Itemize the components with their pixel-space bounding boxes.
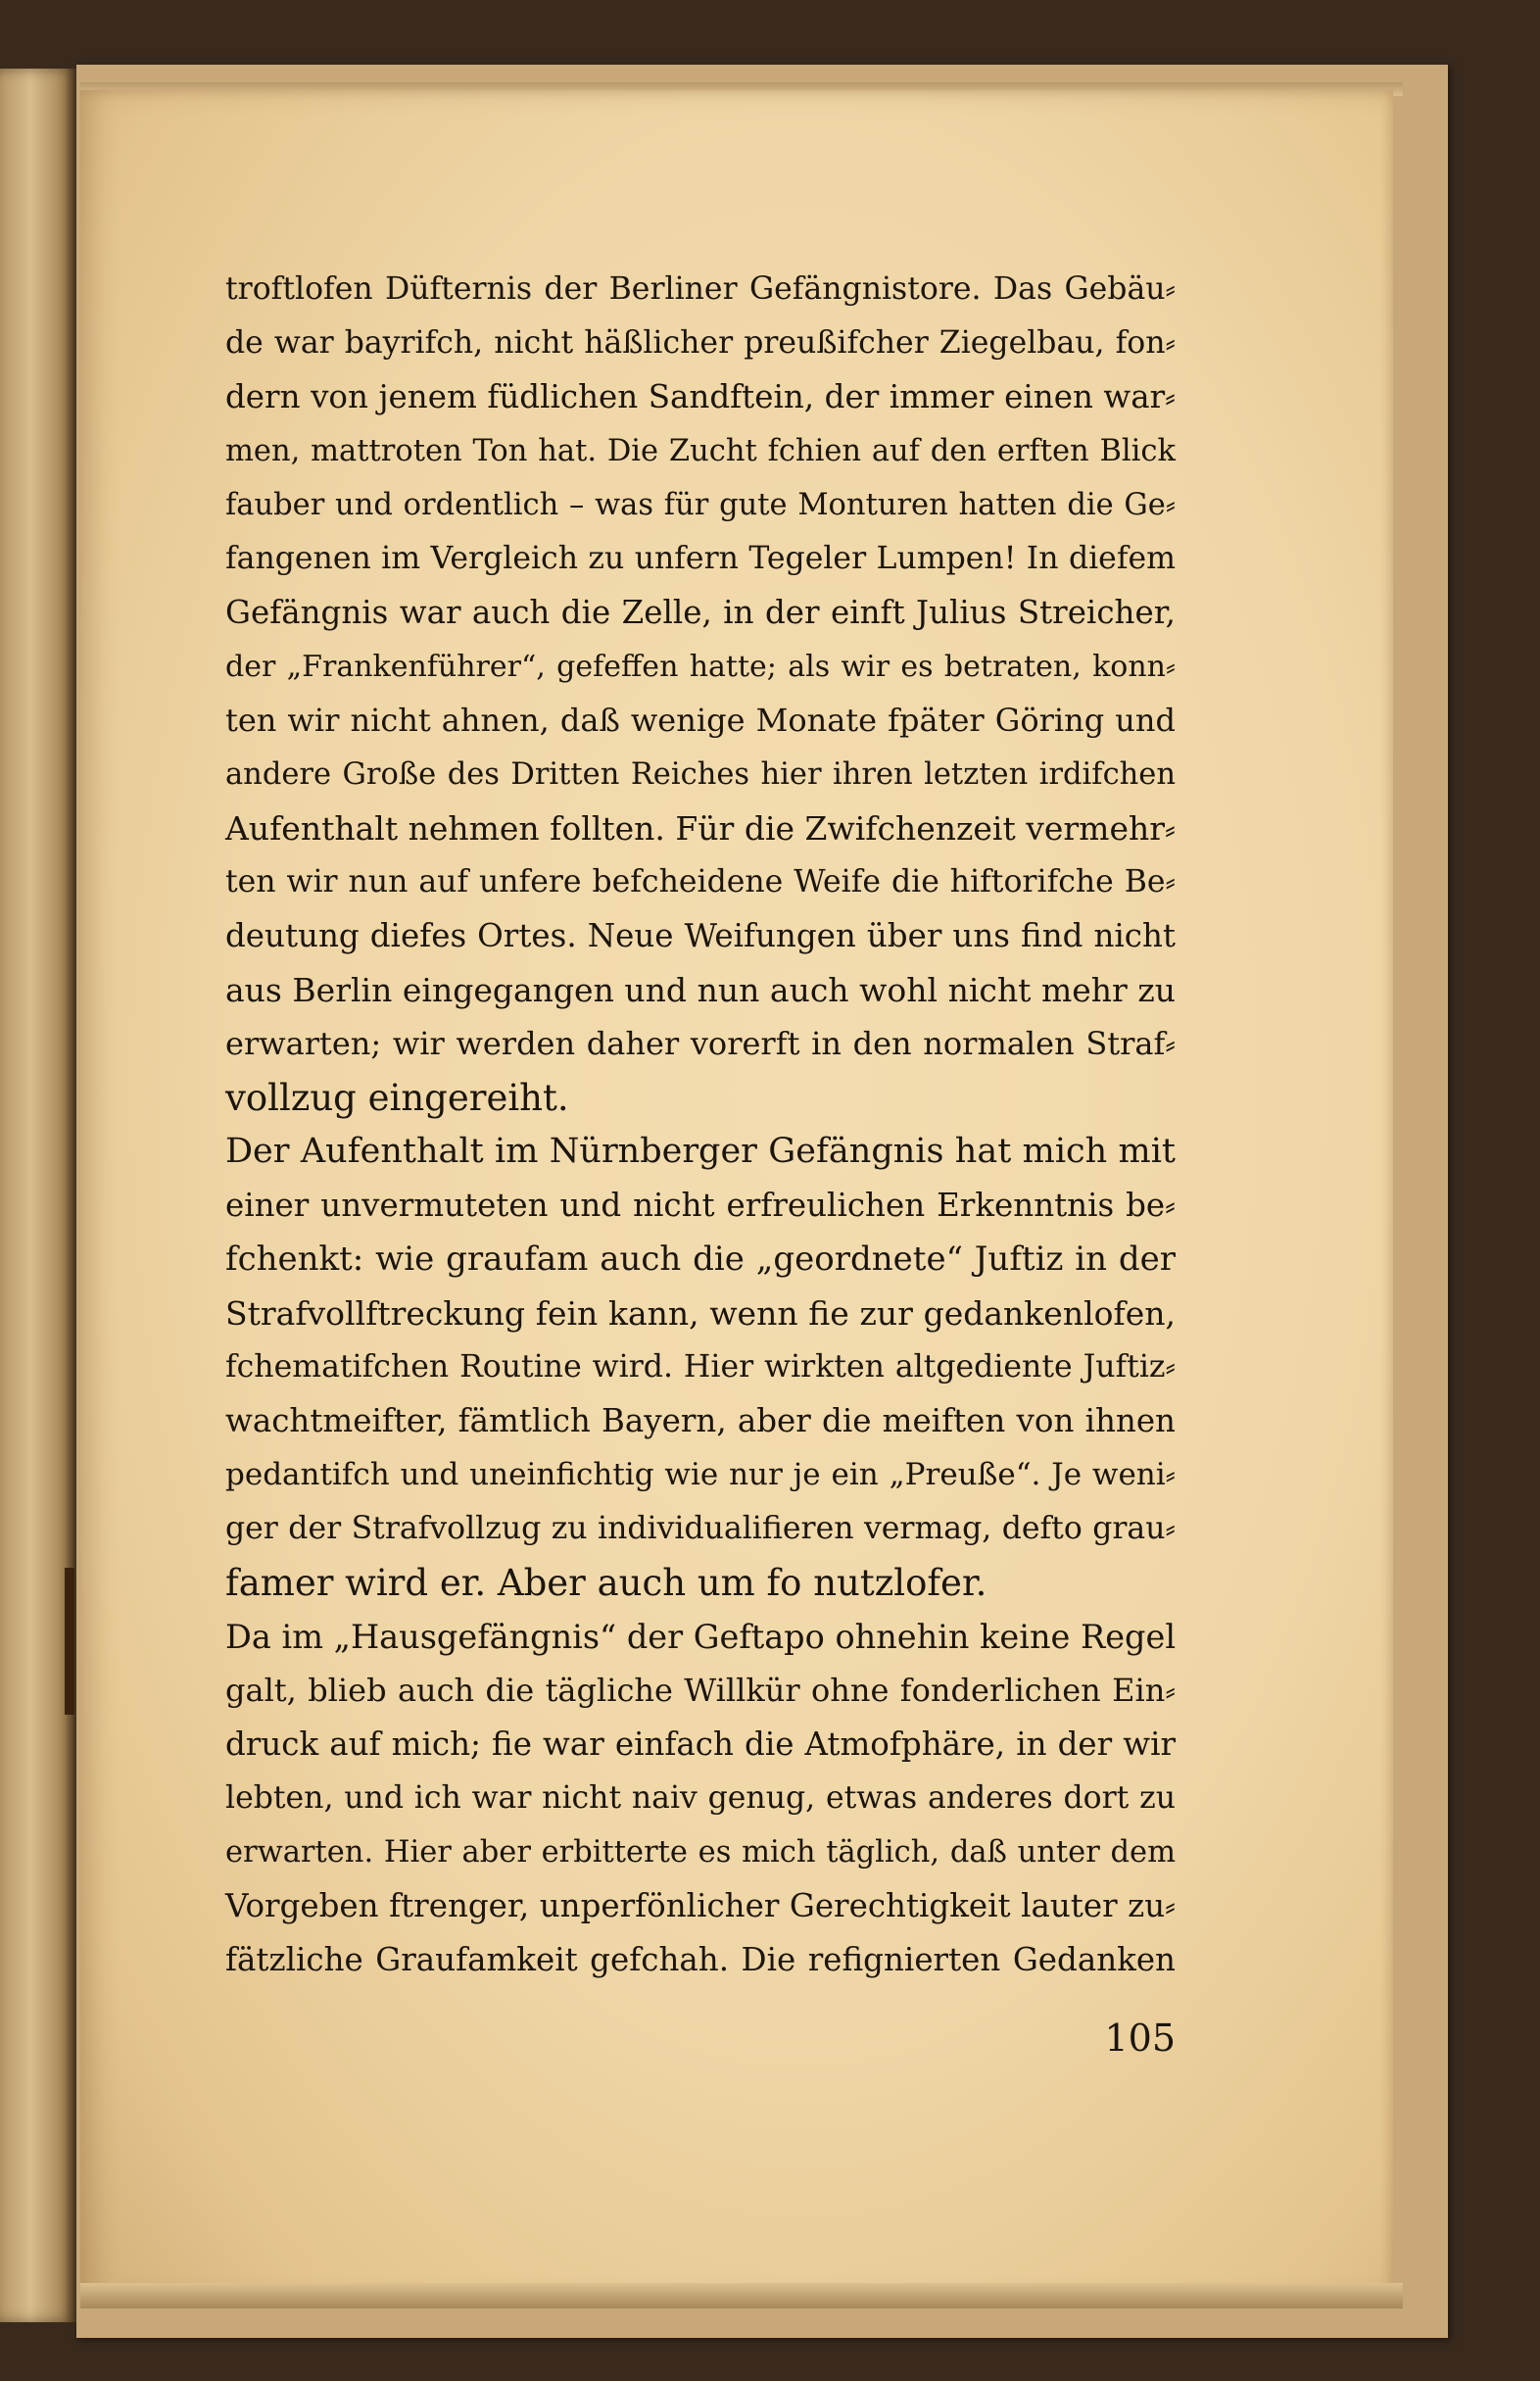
text-line: fätzliche Graufamkeit gefchah. Die refignierten Gedanken [225, 1941, 1176, 1978]
text-line: men, mattroten Ton hat. Die Zucht fchien auf den erften Blick [225, 434, 1176, 468]
text-line: pedantifch und uneinfichtig wie nur je ein „Preuße“. Je weni⸗ [225, 1457, 1176, 1492]
text-line: erwarten. Hier aber erbitterte es mich täglich, daß unter dem [225, 1835, 1176, 1870]
text-line: galt, blieb auch die tägliche Willkür ohne fonderlichen Ein⸗ [225, 1672, 1176, 1709]
text-line: lebten, und ich war nicht naiv genug, etwas anderes dort zu [225, 1780, 1176, 1816]
page-bottom-edge [80, 2283, 1403, 2308]
text-line: Gefängnis war auch die Zelle, in der einft Julius Streicher, [225, 594, 1176, 631]
text-line: dern von jenem füdlichen Sandftein, der immer einen war⸗ [225, 378, 1176, 415]
text-line: fchematifchen Routine wird. Hier wirkten altgediente Juftiz⸗ [225, 1349, 1176, 1385]
text-line: Strafvollftreckung fein kann, wenn fie zur gedankenlofen, [225, 1294, 1176, 1333]
text-line: ger der Strafvollzug zu individualifieren vermag, defto grau⸗ [225, 1511, 1176, 1546]
text-line: fchenkt: wie graufam auch die „geordnete“ Juftiz in der [225, 1239, 1176, 1279]
text-line: Der Aufenthalt im Nürnberger Gefängnis hat mich mit [225, 1132, 1176, 1171]
body-text [225, 263, 1176, 1987]
text-line: troftlofen Düfternis der Berliner Gefängnistore. Das Gebäu⸗ [225, 271, 1176, 307]
text-line: Vorgeben ftrenger, unperfönlicher Gerechtigkeit lauter zu⸗ [225, 1887, 1176, 1924]
text-line: ten wir nicht ahnen, daß wenige Monate fpäter Göring und [225, 702, 1176, 739]
text-line: Aufenthalt nehmen follten. Für die Zwifchenzeit vermehr⸗ [225, 809, 1176, 848]
text-line: der „Frankenführer“, gefeffen hatte; als wir es betraten, konn⸗ [225, 650, 1176, 684]
text-line: fangenen im Vergleich zu unfern Tegeler Lumpen! In diefem [225, 541, 1176, 576]
text-line: einer unvermuteten und nicht erfreulichen Erkenntnis be⸗ [225, 1187, 1176, 1224]
text-line: fauber und ordentlich – was für gute Monturen hatten die Ge⸗ [225, 488, 1176, 522]
text-line: andere Große des Dritten Reiches hier ihren letzten irdifchen [225, 757, 1176, 792]
text-line: Da im „Hausgefängnis“ der Geftapo ohnehin keine Regel [225, 1618, 1177, 1656]
text-line: aus Berlin eingegangen und nun auch wohl nicht mehr zu [225, 971, 1176, 1009]
text-line: vollzug eingereiht. [225, 1077, 569, 1119]
page-number: 105 [1104, 2017, 1176, 2060]
left-page-edge [0, 69, 76, 2322]
text-line: deutung diefes Ortes. Neue Weifungen über uns find nicht [225, 917, 1176, 954]
text-line: de war bayrifch, nicht häßlicher preußifcher Ziegelbau, fon⸗ [225, 325, 1176, 361]
text-line: wachtmeifter, fämtlich Bayern, aber die meiften von ihnen [225, 1402, 1176, 1439]
text-line: ten wir nun auf unfere befcheidene Weife die hiftorifche Be⸗ [225, 864, 1176, 899]
left-page-tab [65, 1568, 74, 1715]
text-line: erwarten; wir werden daher vorerft in den normalen Straf⸗ [225, 1025, 1176, 1062]
text-line: famer wird er. Aber auch um fo nutzlofer. [225, 1562, 987, 1604]
text-line: druck auf mich; fie war einfach die Atmofphäre, in der wir [225, 1725, 1176, 1763]
